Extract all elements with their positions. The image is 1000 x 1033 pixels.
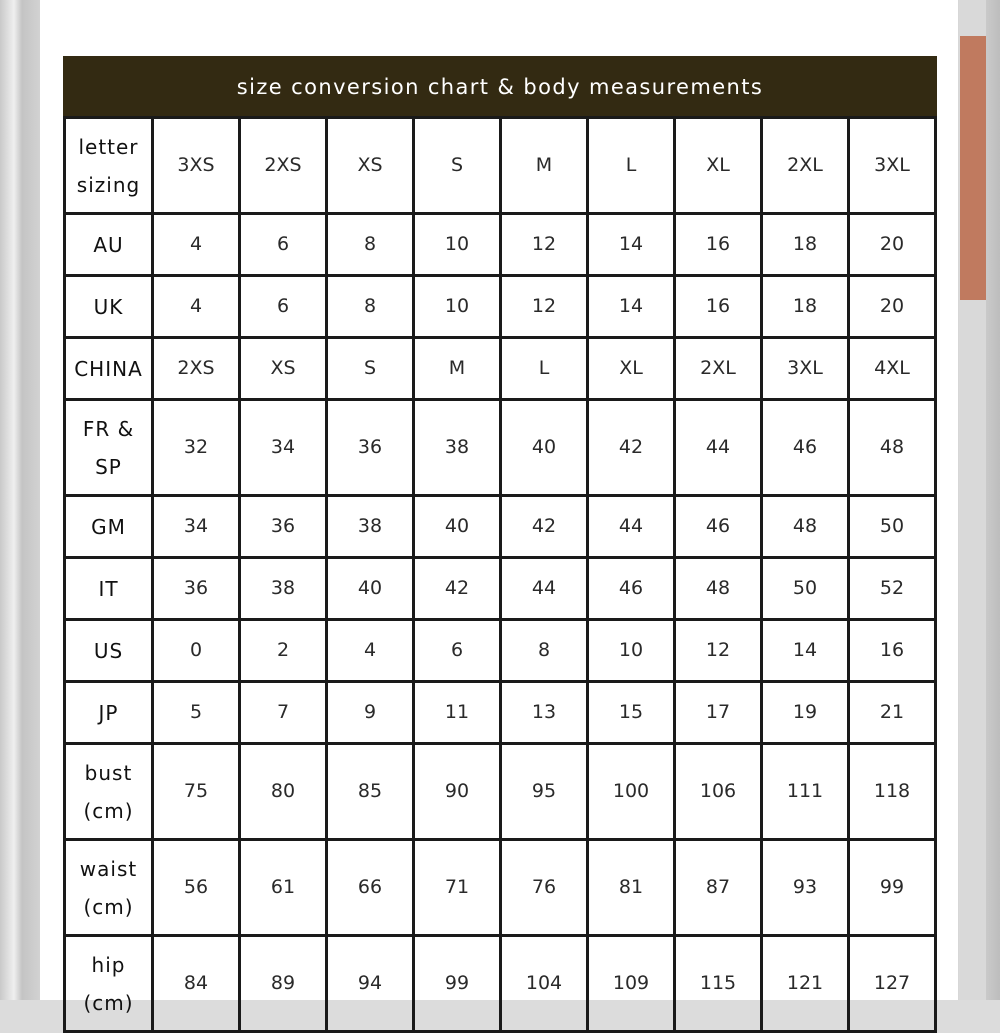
- table-cell: 94: [327, 936, 414, 1032]
- table-cell: 85: [327, 744, 414, 840]
- header-size-cell: L: [588, 118, 675, 214]
- table-cell: 127: [849, 936, 936, 1032]
- table-cell: 4: [327, 620, 414, 682]
- table-cell: 8: [501, 620, 588, 682]
- table-cell: 2XL: [675, 338, 762, 400]
- table-cell: 115: [675, 936, 762, 1032]
- table-cell: 109: [588, 936, 675, 1032]
- chart-title: size conversion chart & body measurements: [63, 56, 937, 118]
- table-cell: 14: [588, 276, 675, 338]
- table-cell: 66: [327, 840, 414, 936]
- table-row-waist-cm: [65, 840, 936, 936]
- table-cell: 93: [762, 840, 849, 936]
- table-cell: 16: [849, 620, 936, 682]
- table-cell: 40: [501, 400, 588, 496]
- table-cell: 6: [240, 214, 327, 276]
- table-cell: 21: [849, 682, 936, 744]
- table-cell: S: [327, 338, 414, 400]
- header-size-cell: 3XS: [153, 118, 240, 214]
- table-cell: 12: [501, 214, 588, 276]
- table-cell: 2XS: [153, 338, 240, 400]
- table-cell: 48: [849, 400, 936, 496]
- table-cell: 99: [414, 936, 501, 1032]
- table-cell: M: [414, 338, 501, 400]
- table-row-uk: [65, 276, 936, 338]
- table-cell: 12: [501, 276, 588, 338]
- row-label-cell: JP: [65, 682, 153, 744]
- table-cell: 95: [501, 744, 588, 840]
- table-cell: 18: [762, 276, 849, 338]
- table-cell: 76: [501, 840, 588, 936]
- table-cell: 38: [327, 496, 414, 558]
- header-size-cell: 3XL: [849, 118, 936, 214]
- table-cell: L: [501, 338, 588, 400]
- table-cell: 42: [588, 400, 675, 496]
- table-cell: 44: [588, 496, 675, 558]
- table-cell: 46: [588, 558, 675, 620]
- row-label-cell: UK: [65, 276, 153, 338]
- table-cell: 18: [762, 214, 849, 276]
- table-cell: 100: [588, 744, 675, 840]
- table-cell: 8: [327, 276, 414, 338]
- table-cell: 34: [240, 400, 327, 496]
- header-size-cell: 2XS: [240, 118, 327, 214]
- table-cell: 7: [240, 682, 327, 744]
- table-cell: 14: [588, 214, 675, 276]
- table-cell: 50: [762, 558, 849, 620]
- table-cell: 40: [414, 496, 501, 558]
- row-label-cell: bust (cm): [65, 744, 153, 840]
- table-cell: 87: [675, 840, 762, 936]
- table-cell: 16: [675, 276, 762, 338]
- table-row-au: [65, 214, 936, 276]
- table-cell: 15: [588, 682, 675, 744]
- size-conversion-table: [63, 116, 937, 1033]
- header-size-cell: XS: [327, 118, 414, 214]
- row-label-cell: AU: [65, 214, 153, 276]
- table-cell: 8: [327, 214, 414, 276]
- table-cell: 4: [153, 276, 240, 338]
- table-cell: 121: [762, 936, 849, 1032]
- table-row-it: [65, 558, 936, 620]
- table-cell: 40: [327, 558, 414, 620]
- table-cell: 20: [849, 276, 936, 338]
- scrollbar-thumb[interactable]: [960, 36, 986, 300]
- table-row-jp: [65, 682, 936, 744]
- table-cell: 14: [762, 620, 849, 682]
- table-cell: 36: [240, 496, 327, 558]
- table-cell: 44: [501, 558, 588, 620]
- row-label-cell: GM: [65, 496, 153, 558]
- table-row-hip-cm: [65, 936, 936, 1032]
- table-cell: 89: [240, 936, 327, 1032]
- header-size-cell: XL: [675, 118, 762, 214]
- table-row-gm: [65, 496, 936, 558]
- table-row-bust-cm: [65, 744, 936, 840]
- table-cell: 6: [240, 276, 327, 338]
- table-cell: 99: [849, 840, 936, 936]
- table-cell: 20: [849, 214, 936, 276]
- table-cell: 90: [414, 744, 501, 840]
- header-label-cell: letter sizing: [65, 118, 153, 214]
- table-cell: 4: [153, 214, 240, 276]
- table-cell: 46: [762, 400, 849, 496]
- table-cell: 106: [675, 744, 762, 840]
- table-cell: 36: [153, 558, 240, 620]
- table-row-us: [65, 620, 936, 682]
- row-label-cell: IT: [65, 558, 153, 620]
- table-cell: 16: [675, 214, 762, 276]
- row-label-cell: US: [65, 620, 153, 682]
- table-cell: 38: [414, 400, 501, 496]
- table-row-china: [65, 338, 936, 400]
- table-cell: 2: [240, 620, 327, 682]
- table-cell: 118: [849, 744, 936, 840]
- header-size-cell: 2XL: [762, 118, 849, 214]
- table-cell: 11: [414, 682, 501, 744]
- table-cell: 84: [153, 936, 240, 1032]
- table-cell: 111: [762, 744, 849, 840]
- table-cell: 34: [153, 496, 240, 558]
- table-cell: 17: [675, 682, 762, 744]
- table-cell: 19: [762, 682, 849, 744]
- table-cell: 13: [501, 682, 588, 744]
- table-cell: 38: [240, 558, 327, 620]
- table-cell: 81: [588, 840, 675, 936]
- table-cell: 3XL: [762, 338, 849, 400]
- table-cell: 50: [849, 496, 936, 558]
- header-size-cell: M: [501, 118, 588, 214]
- table-cell: 52: [849, 558, 936, 620]
- table-cell: XL: [588, 338, 675, 400]
- table-cell: 12: [675, 620, 762, 682]
- table-cell: 48: [762, 496, 849, 558]
- table-cell: 61: [240, 840, 327, 936]
- table-cell: 5: [153, 682, 240, 744]
- table-body: [65, 118, 936, 1032]
- header-size-cell: S: [414, 118, 501, 214]
- table-cell: 104: [501, 936, 588, 1032]
- table-cell: 0: [153, 620, 240, 682]
- table-cell: 4XL: [849, 338, 936, 400]
- table-cell: 80: [240, 744, 327, 840]
- table-cell: 44: [675, 400, 762, 496]
- table-cell: 48: [675, 558, 762, 620]
- table-header-row: [65, 118, 936, 214]
- table-cell: 71: [414, 840, 501, 936]
- table-cell: XS: [240, 338, 327, 400]
- table-cell: 10: [414, 276, 501, 338]
- table-cell: 10: [414, 214, 501, 276]
- table-row-fr-sp: [65, 400, 936, 496]
- row-label-cell: waist (cm): [65, 840, 153, 936]
- row-label-cell: FR & SP: [65, 400, 153, 496]
- table-cell: 42: [501, 496, 588, 558]
- table-cell: 9: [327, 682, 414, 744]
- table-cell: 42: [414, 558, 501, 620]
- row-label-cell: CHINA: [65, 338, 153, 400]
- table-cell: 6: [414, 620, 501, 682]
- table-cell: 36: [327, 400, 414, 496]
- row-label-cell: hip (cm): [65, 936, 153, 1032]
- table-cell: 75: [153, 744, 240, 840]
- table-cell: 46: [675, 496, 762, 558]
- table-cell: 10: [588, 620, 675, 682]
- table-cell: 56: [153, 840, 240, 936]
- table-cell: 32: [153, 400, 240, 496]
